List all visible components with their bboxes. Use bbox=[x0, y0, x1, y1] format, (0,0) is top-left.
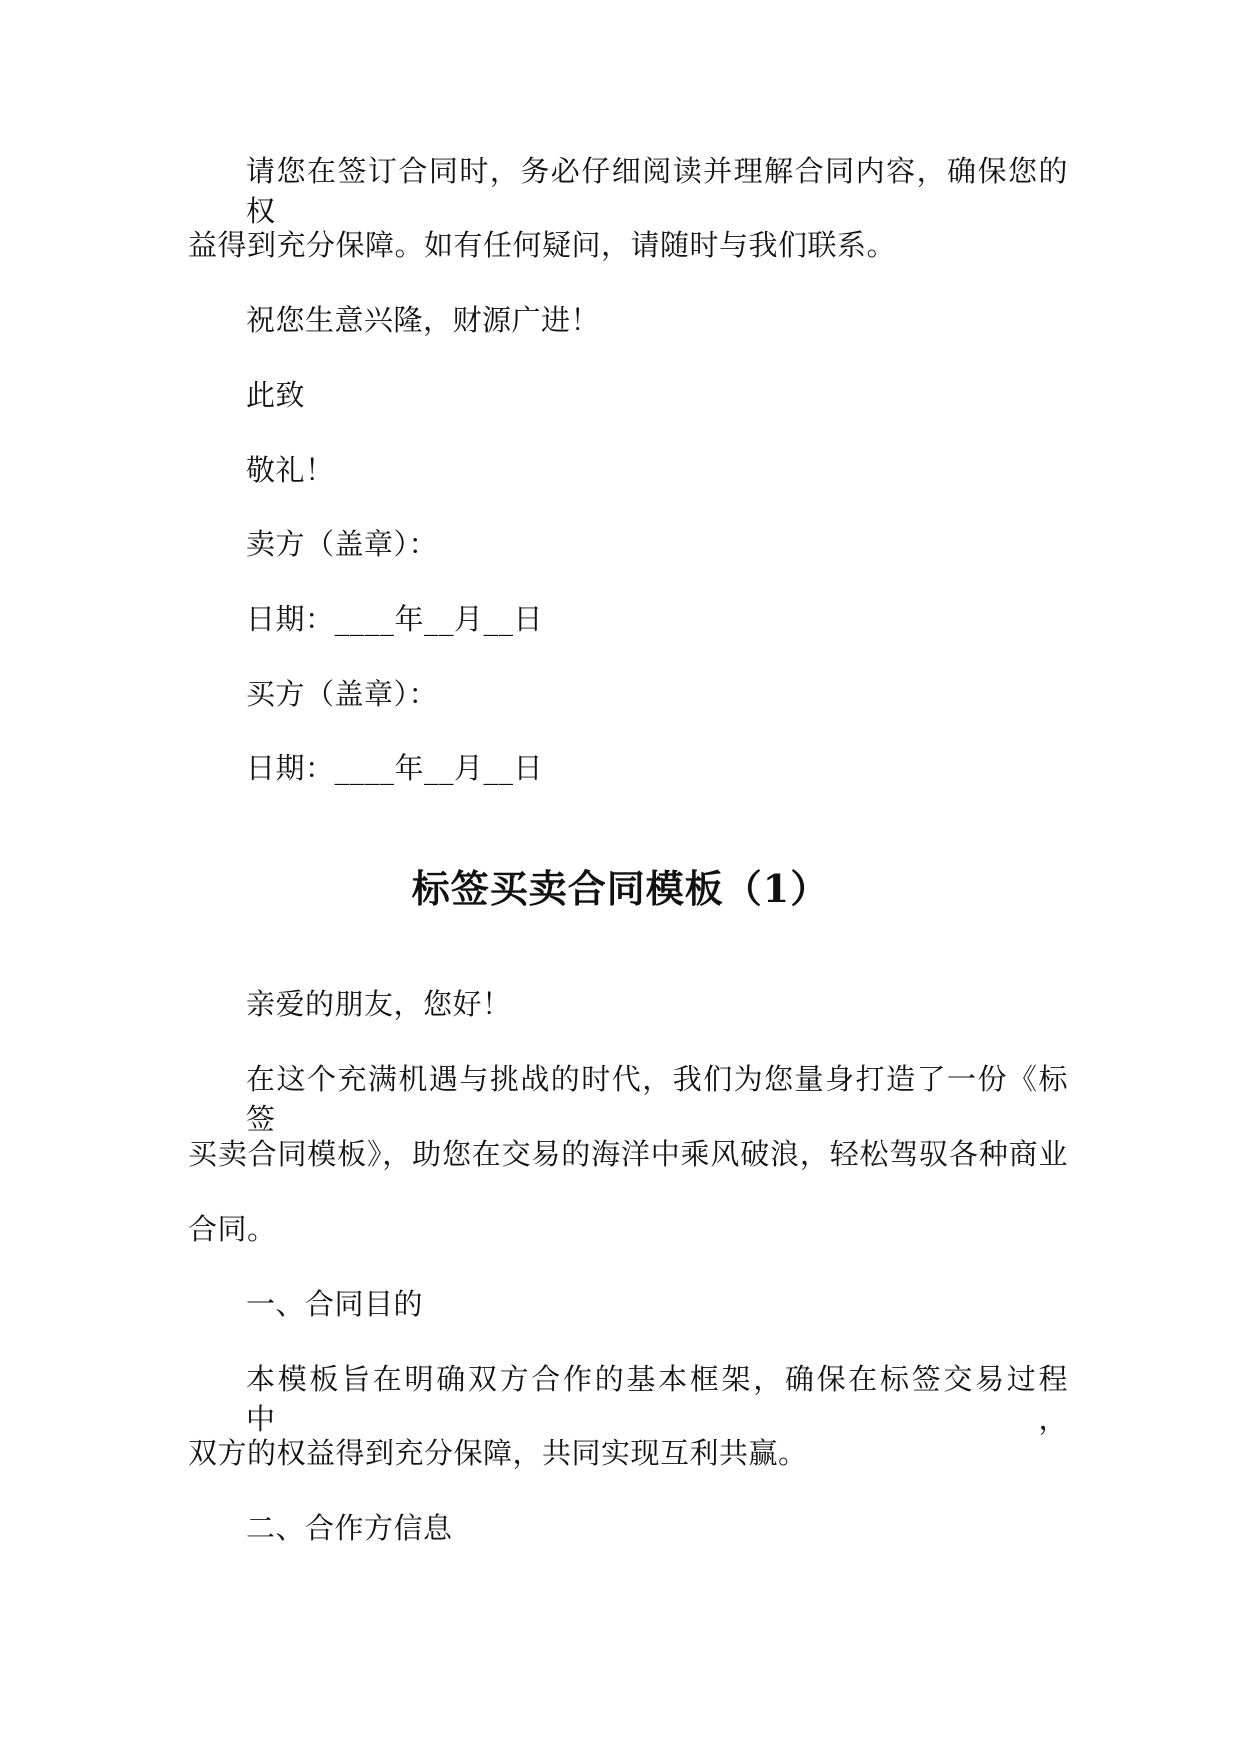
section-heading: 一、合同目的 bbox=[246, 1287, 424, 1321]
buyer-date-field: 日期：____年__月__日 bbox=[246, 751, 544, 785]
paragraph-line: 合同。 bbox=[188, 1212, 277, 1246]
closing-wishes: 祝您生意兴隆，财源广进！ bbox=[246, 303, 601, 337]
paragraph-line: 本模板旨在明确双方合作的基本框架，确保在标签交易过程中， bbox=[246, 1362, 1068, 1436]
buyer-seal-label: 买方（盖章）： bbox=[246, 677, 439, 711]
greeting: 亲爱的朋友，您好！ bbox=[246, 987, 512, 1021]
salutation-line: 此致 bbox=[246, 378, 306, 412]
document-title: 标签买卖合同模板（1） bbox=[411, 866, 830, 911]
paragraph-line: 请您在签订合同时，务必仔细阅读并理解合同内容，确保您的权 bbox=[246, 154, 1068, 228]
paragraph-line: 在这个充满机遇与挑战的时代，我们为您量身打造了一份《标签 bbox=[246, 1062, 1068, 1136]
paragraph-line: 双方的权益得到充分保障，共同实现互利共赢。 bbox=[188, 1436, 808, 1470]
section-heading: 二、合作方信息 bbox=[246, 1511, 453, 1545]
paragraph-line: 买卖合同模板》，助您在交易的海洋中乘风破浪，轻松驾驭各种商业 bbox=[188, 1137, 1068, 1171]
seller-date-field: 日期：____年__月__日 bbox=[246, 602, 544, 636]
seller-seal-label: 卖方（盖章）： bbox=[246, 527, 439, 561]
salutation-line: 敬礼！ bbox=[246, 453, 335, 487]
paragraph-line: 益得到充分保障。如有任何疑问，请随时与我们联系。 bbox=[188, 228, 897, 262]
